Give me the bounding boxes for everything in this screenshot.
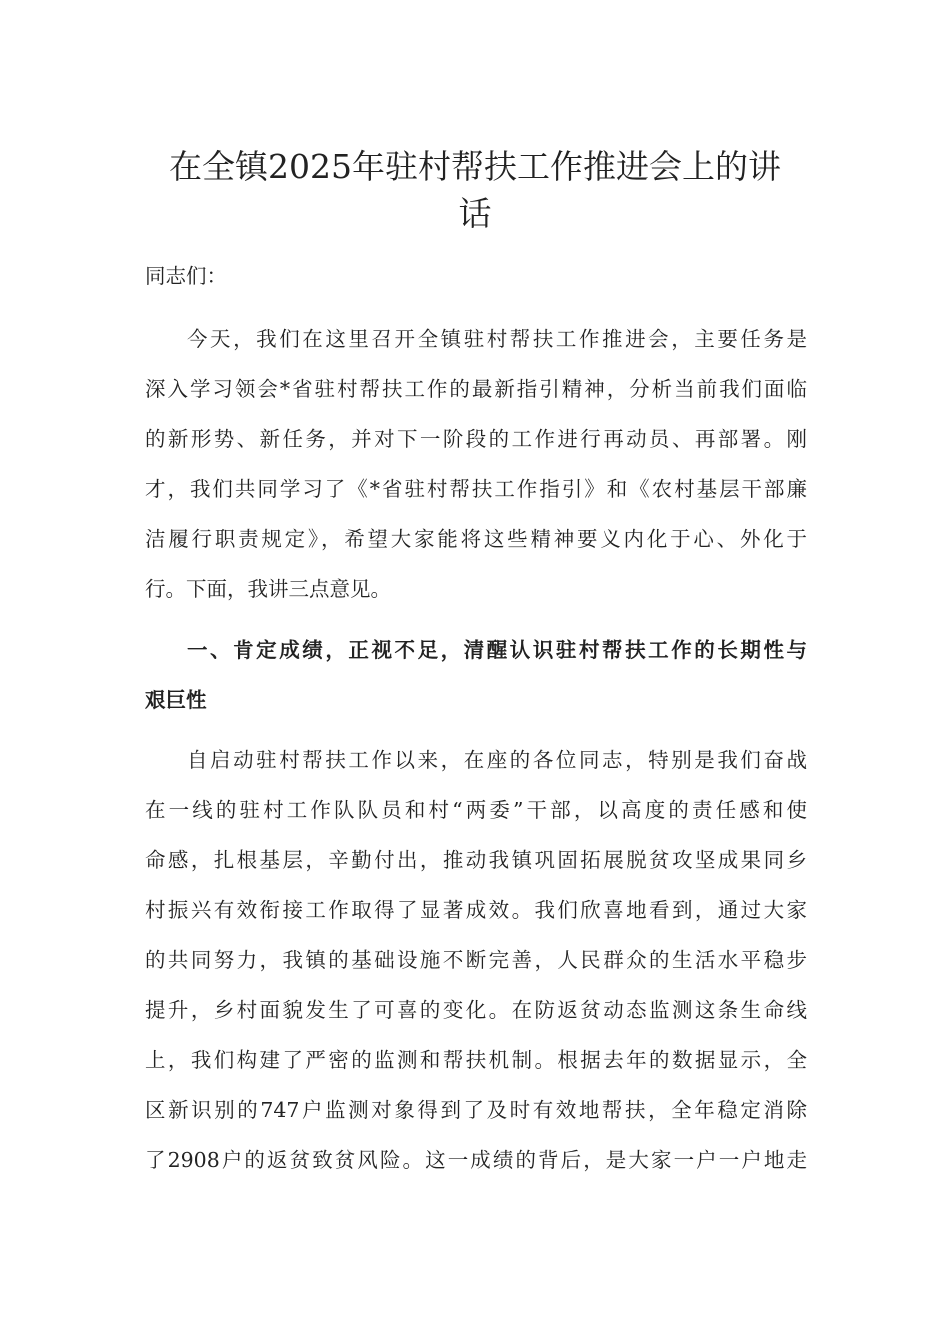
paragraph-line: 的新形势、新任务，并对下一阶段的工作进行再动员、再部署。刚	[145, 427, 807, 451]
paragraph-line: 的共同努力，我镇的基础设施不断完善，人民群众的生活水平稳步	[145, 948, 807, 972]
paragraph-line: 上，我们构建了严密的监测和帮扶机制。根据去年的数据显示，全	[145, 1048, 807, 1072]
title-line-1: 在全镇2025年驻村帮扶工作推进会上的讲	[169, 147, 781, 186]
heading-line: 一、肯定成绩，正视不足，清醒认识驻村帮扶工作的长期性与	[187, 638, 807, 662]
paragraph-line: 了2908户的返贫致贫风险。这一成绩的背后，是大家一户一户地走	[145, 1148, 807, 1172]
paragraph-line: 区新识别的747户监测对象得到了及时有效地帮扶，全年稳定消除	[145, 1098, 807, 1122]
salutation: 同志们：	[145, 264, 227, 288]
paragraph-line: 才，我们共同学习了《*省驻村帮扶工作指引》和《农村基层干部廉	[145, 477, 807, 501]
paragraph-line: 深入学习领会*省驻村帮扶工作的最新指引精神，分析当前我们面临	[145, 377, 807, 401]
paragraph-line: 今天，我们在这里召开全镇驻村帮扶工作推进会，主要任务是	[187, 327, 807, 351]
paragraph-line: 行。下面，我讲三点意见。	[145, 577, 391, 601]
paragraph-line: 村振兴有效衔接工作取得了显著成效。我们欣喜地看到，通过大家	[145, 898, 807, 922]
paragraph-line: 在一线的驻村工作队队员和村“两委”干部，以高度的责任感和使	[145, 798, 807, 822]
title-line-2: 话	[458, 194, 492, 233]
document-title	[140, 143, 810, 237]
paragraph-line: 提升，乡村面貌发生了可喜的变化。在防返贫动态监测这条生命线	[145, 998, 807, 1022]
heading-line: 艰巨性	[145, 688, 207, 712]
paragraph-line: 自启动驻村帮扶工作以来，在座的各位同志，特别是我们奋战	[187, 748, 807, 772]
paragraph-line: 洁履行职责规定》，希望大家能将这些精神要义内化于心、外化于	[145, 527, 807, 551]
paragraph-line: 命感，扎根基层，辛勤付出，推动我镇巩固拓展脱贫攻坚成果同乡	[145, 848, 807, 872]
